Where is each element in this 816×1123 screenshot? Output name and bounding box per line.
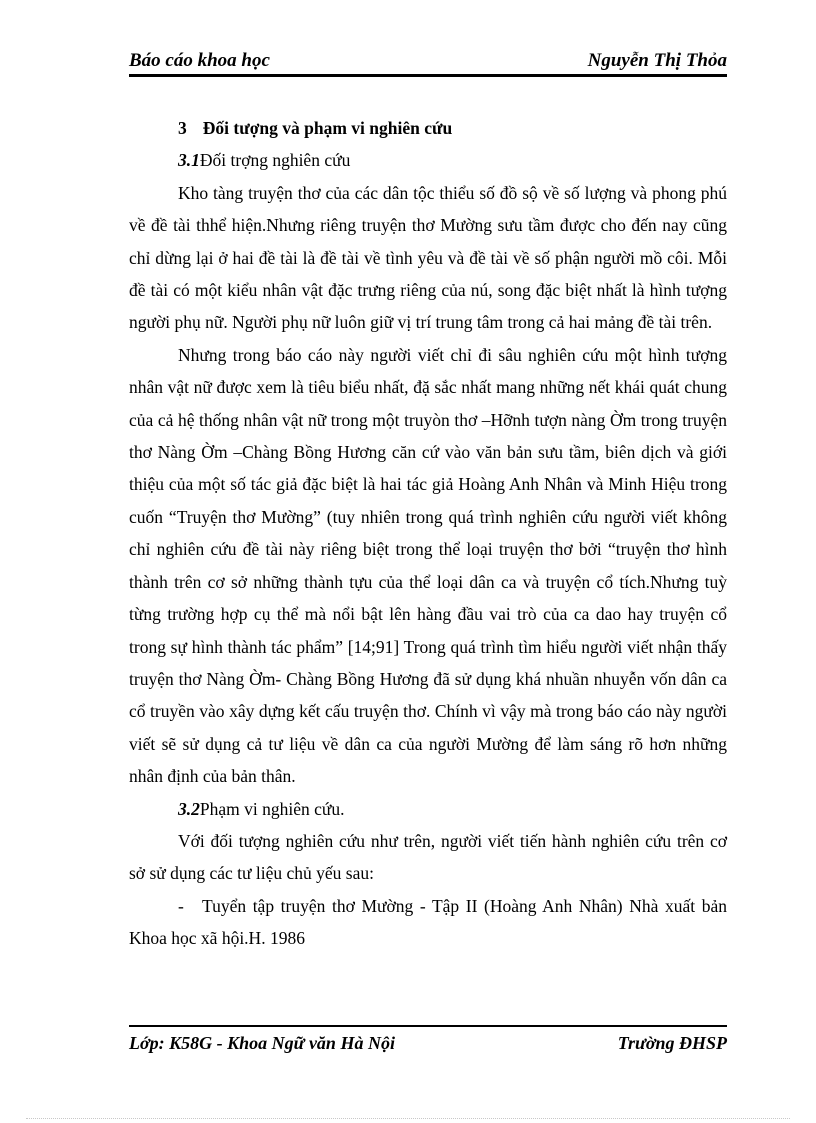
subsection-number-2: 3.2 — [178, 798, 200, 819]
subsection-title-2: Phạm vi nghiên cứu. — [199, 798, 345, 819]
bullet-item — [129, 890, 727, 955]
footer-university: Trường ĐHSP — [617, 1033, 727, 1053]
page-header — [129, 50, 727, 74]
page-edge-divider — [26, 1118, 790, 1119]
paragraph: Kho tàng truyện thơ của các dân tộc thiểu số đồ sộ về số lượng và phong phú về đề tài thhể hiện.Nhưng riêng truyện thơ Mường sưu tầm được cho đến nay cũng chỉ dừng lại ở hai đề tài là đề tài về tình yêu và đề tài về số phận người mồ côi. Mỗi đề tài có một kiểu nhân vật đặc trưng riêng của nú, song đặc biệt nhất là hình tượng người phụ nữ. Người phụ nữ luôn giữ vị trí trung tâm trong cả hai mảng đề tài trên. — [129, 182, 727, 333]
subsection-heading-1 — [129, 144, 727, 176]
header-author-name: Nguyễn Thị Thỏa — [587, 50, 727, 71]
subsection-heading-2 — [129, 793, 727, 825]
header-rule — [129, 74, 727, 77]
page-body — [129, 112, 727, 955]
footer-class-info: Lớp: K58G - Khoa Ngữ văn Hà Nội — [129, 1033, 395, 1053]
section-title: Đối tượng và phạm vi nghiên cứu — [202, 118, 453, 138]
bullet-text: Tuyển tập truyện thơ Mường - Tập II (Hoàng Anh Nhân) Nhà xuất bản Khoa học xã hội.H. 1986 — [129, 895, 727, 949]
bullet-dash: - — [178, 895, 184, 916]
paragraph: Nhưng trong báo cáo này người viết chỉ đi sâu nghiên cứu một hình tượng nhân vật nữ được xem là tiêu biểu nhất, đặ sắc nhất mang những nết khái quát chung của cả hệ thống nhân vật nữ trong một truyòn thơ –Hỡnh tượn nàng Ờm trong truyện thơ Nàng Ờm –Chàng Bồng Hương căn cứ vào văn bản sưu tầm, biên dịch và giới thiệu của một số tác giả đặc biệt là hai tác giả Hoàng Anh Nhân và Minh Hiệu trong cuốn “Truyện thơ Mường” (tuy nhiên trong quá trình nghiên cứu người viết không chỉ nghiên cứu đề tài này riêng biệt trong thể loại truyện thơ bởi “truyện thơ hình thành trên cơ sở những thành tựu của thể loại dân ca và truyện cổ tích.Nhưng tuỳ từng trường hợp cụ thể mà nổi bật lên hàng đầu vai trò của ca dao hay truyện cổ trong sự hình thành tác phẩm” [14;91] Trong quá trình tìm hiểu người viết nhận thấy truyện thơ Nàng Ờm- Chàng Bồng Hương đã sử dụng khá nhuần nhuyễn vốn dân ca cổ truyền vào xây dựng kết cấu truyện thơ. Chính vì vậy mà trong báo cáo này người viết sẽ sử dụng cả tư liệu về dân ca của người Mường để làm sáng rõ hơn những nhân định của bản thân. — [129, 344, 727, 787]
paragraph: Với đối tượng nghiên cứu như trên, người viết tiến hành nghiên cứu trên cơ sở sử dụng các tư liệu chủ yếu sau: — [129, 830, 727, 884]
section-number: 3 — [178, 118, 187, 138]
section-heading — [129, 112, 727, 144]
subsection-number-1: 3.1 — [178, 150, 200, 171]
subsection-title-1: Đối trợng nghiên cứu — [199, 150, 351, 171]
header-report-title: Báo cáo khoa học — [129, 50, 270, 71]
footer-rule — [129, 1025, 727, 1027]
